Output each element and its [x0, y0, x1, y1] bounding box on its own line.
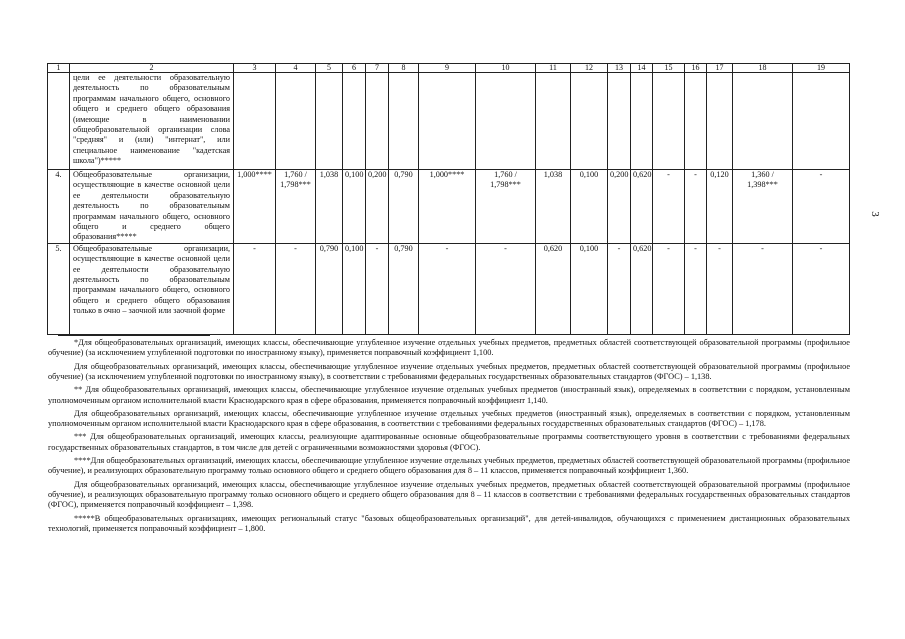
cell — [343, 73, 366, 170]
cell — [389, 73, 419, 170]
row-number — [48, 73, 70, 170]
cell — [476, 73, 536, 170]
footnote: ** Для общеобразовательных организаций, имеющих классы, обеспечивающие углубленное изучение отдельных учебных предметов (иностранный язык), определяемых в соответствии с порядком, установленным уполномоченным органом исполнительной власти Краснодарского края в сфере образования, применяется поправочный коэффициент 1,140. — [48, 385, 850, 405]
cell — [316, 73, 343, 170]
footnote: Для общеобразовательных организаций, имеющих классы, обеспечивающие углубленное изучение отдельных учебных предметов, предметных областей соответствующей образовательной программы (профильное обучение), и реализующих образовательную программу только основного общего и среднего общего образования для 8 – 11 классов в соответствии с требованиями федеральных государственных образовательных стандартов (ФГОС), применяется поправочный коэффициент – 1,398. — [48, 479, 850, 510]
page-number: 3 — [868, 211, 881, 217]
cell: 1,360 / 1,398*** — [733, 170, 793, 244]
table-row-4 — [48, 170, 850, 244]
cell — [733, 73, 793, 170]
cell: 0,100 — [343, 170, 366, 244]
cell: - — [733, 243, 793, 334]
column-number-row — [48, 64, 850, 73]
cell: 0,790 — [389, 170, 419, 244]
cell: 0,620 — [631, 243, 653, 334]
cell: 1,038 — [316, 170, 343, 244]
cell — [234, 73, 276, 170]
cell — [571, 73, 608, 170]
cell — [793, 73, 850, 170]
column-number: 13 — [608, 64, 631, 73]
cell: - — [685, 170, 707, 244]
column-number: 15 — [653, 64, 685, 73]
column-number: 10 — [476, 64, 536, 73]
cell — [653, 73, 685, 170]
cell: 0,120 — [707, 170, 733, 244]
column-number: 9 — [419, 64, 476, 73]
cell — [707, 73, 733, 170]
cell: - — [793, 243, 850, 334]
column-number: 4 — [276, 64, 316, 73]
footnote: ****Для общеобразовательных организаций, имеющих классы, обеспечивающие углубленное изучение отдельных учебных предметов, предметных областей соответствующей образовательной программы (профильное обучение), и реализующих образовательную программу только основного общего и среднего общего образования для 8 – 11 классов, применяется поправочный коэффициент 1,360. — [48, 456, 850, 476]
cell — [536, 73, 571, 170]
cell: - — [608, 243, 631, 334]
cell: 0,100 — [343, 243, 366, 334]
row-number: 5. — [48, 243, 70, 334]
cell: - — [793, 170, 850, 244]
column-number: 12 — [571, 64, 608, 73]
cell: 1,000**** — [234, 170, 276, 244]
row-description: цели ее деятельности образовательную деятельность по образовательным программам начального общего, основного общего и среднего общего образования (имеющие в наименовании общеобразовательной организации слова "средняя" и (или) "интернат", или специальное наименование "кадетская школа")***** — [70, 73, 234, 170]
column-number: 5 — [316, 64, 343, 73]
table-row-continued — [48, 73, 850, 170]
row-number: 4. — [48, 170, 70, 244]
cell: - — [707, 243, 733, 334]
cell: 0,620 — [536, 243, 571, 334]
cell: 0,790 — [316, 243, 343, 334]
row-description: Общеобразовательные организации, осуществляющие в качестве основной цели ее деятельности образовательную деятельность по образовательным программам начального общего, основного общего и среднего общего образования***** — [70, 170, 234, 244]
column-number: 6 — [343, 64, 366, 73]
cell — [608, 73, 631, 170]
coefficient-table — [47, 63, 850, 335]
cell: - — [419, 243, 476, 334]
cell: - — [366, 243, 389, 334]
column-number: 14 — [631, 64, 653, 73]
column-number: 2 — [70, 64, 234, 73]
column-number: 17 — [707, 64, 733, 73]
column-number: 3 — [234, 64, 276, 73]
footnote: *Для общеобразовательных организаций, имеющих классы, обеспечивающие углубленное изучение отдельных учебных предметов, предметных областей соответствующей образовательной программы (профильное обучение) (за исключением углубленной подготовки по иностранному языку), применяется поправочный коэффициент 1,100. — [48, 338, 850, 358]
footnote: *** Для общеобразовательных организаций, имеющих классы, реализующие адаптированные основные общеобразовательные программы соответствующего уровня в соответствии с требованиями федеральных государственных образовательных стандартов, в том числе для детей с ограниченными возможностями здоровья (ФГОС). — [48, 432, 850, 452]
column-number: 18 — [733, 64, 793, 73]
cell: 1,760 / 1,798*** — [276, 170, 316, 244]
cell: - — [276, 243, 316, 334]
column-number: 16 — [685, 64, 707, 73]
cell: - — [234, 243, 276, 334]
cell: 1,000**** — [419, 170, 476, 244]
cell: - — [476, 243, 536, 334]
cell: 1,760 / 1,798*** — [476, 170, 536, 244]
footnote-divider — [58, 335, 210, 336]
footnotes — [48, 338, 850, 537]
column-number: 7 — [366, 64, 389, 73]
cell — [276, 73, 316, 170]
cell: 0,100 — [571, 243, 608, 334]
cell: 0,620 — [631, 170, 653, 244]
cell: 0,100 — [571, 170, 608, 244]
footnote: *****В общеобразовательных организациях, имеющих региональный статус "базовых общеобразовательных организаций", для детей-инвалидов, обучающихся с применением дистанционных образовательных технологий, применяется поправочный коэффициент – 1,800. — [48, 513, 850, 534]
column-number: 19 — [793, 64, 850, 73]
cell — [366, 73, 389, 170]
cell: 0,200 — [366, 170, 389, 244]
footnote: Для общеобразовательных организаций, имеющих классы, обеспечивающие углубленное изучение отдельных учебных предметов (иностранный язык), определяемых в соответствии с порядком, установленным уполномоченным органом исполнительной власти Краснодарского края в сфере образования, в соответствии с требованиями федеральных государственных образовательных стандартов (ФГОС) – 1,178. — [48, 408, 850, 429]
column-number: 11 — [536, 64, 571, 73]
cell: 0,790 — [389, 243, 419, 334]
cell — [685, 73, 707, 170]
footnote: Для общеобразовательных организаций, имеющих классы, обеспечивающие углубленное изучение отдельных учебных предметов, предметных областей соответствующей образовательной программы (профильное обучение) (за исключением углубленной подготовки по иностранному языку), в соответствии с требованиями федеральных государственных образовательных стандартов (ФГОС) – 1,138. — [48, 361, 850, 382]
column-number: 8 — [389, 64, 419, 73]
cell: - — [685, 243, 707, 334]
cell — [631, 73, 653, 170]
table-row-5 — [48, 243, 850, 334]
cell: - — [653, 170, 685, 244]
cell: - — [653, 243, 685, 334]
cell: 1,038 — [536, 170, 571, 244]
cell: 0,200 — [608, 170, 631, 244]
column-number: 1 — [48, 64, 70, 73]
row-description: Общеобразовательные организации, осуществляющие в качестве основной цели ее деятельности образовательную деятельность по образовательным программам начального общего, основного общего и среднего общего образования только в очно – заочной или заочной форме — [70, 243, 234, 334]
cell — [419, 73, 476, 170]
